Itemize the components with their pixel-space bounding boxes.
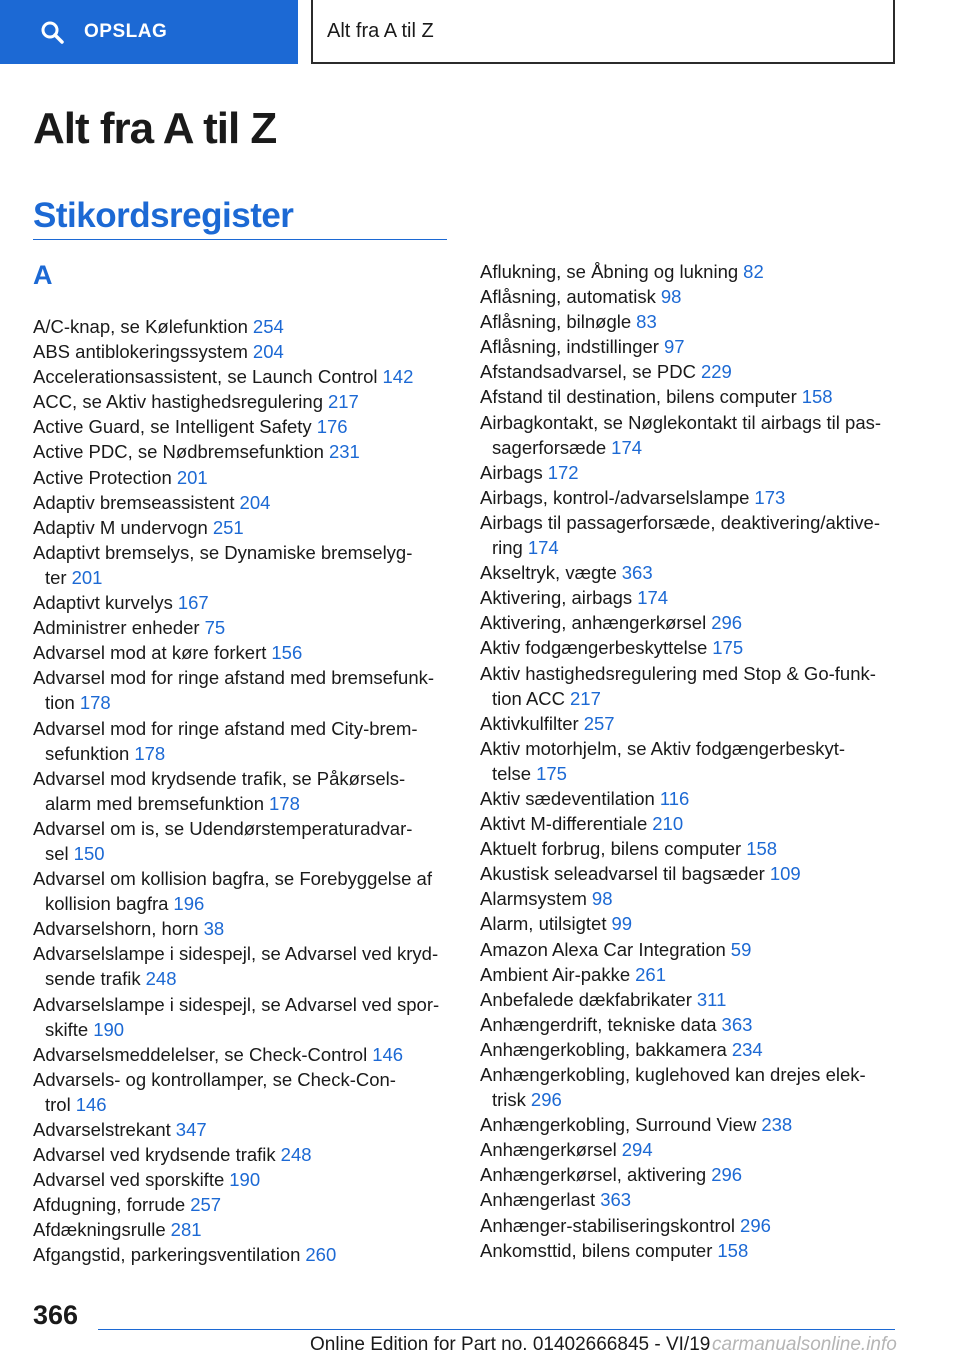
index-page-link[interactable]: 59 [730, 938, 752, 960]
index-entry [480, 911, 900, 936]
index-entry [480, 284, 900, 309]
index-entry-text: Ambient Air-pakke [480, 963, 631, 985]
index-entry-text: Adaptivt bremselys, se Dynamiske bremselyg‐ ter [33, 541, 413, 588]
index-entry [33, 1067, 453, 1117]
index-entry-text: Adaptivt kurvelys [33, 592, 173, 614]
index-page-link[interactable]: 363 [600, 1189, 632, 1211]
index-page-link[interactable]: 178 [134, 742, 166, 764]
index-page-link[interactable]: 229 [700, 361, 732, 383]
index-entry-text: Anhængerkobling, kuglehoved kan drejes elek‐ trisk [480, 1064, 866, 1111]
index-entry-text: Airbagkontakt, se Nøglekontakt til airbags til pas‐ sagerforsæde [480, 411, 882, 458]
index-page-link[interactable]: 294 [621, 1139, 653, 1161]
index-page-link[interactable]: 190 [93, 1018, 125, 1040]
index-column-left [33, 314, 453, 1268]
index-entry [480, 610, 900, 635]
index-entry [480, 309, 900, 334]
index-entry [480, 987, 900, 1012]
index-entry-text: Anhængerkobling, Surround View [480, 1114, 757, 1136]
index-entry-text: Afgangstid, parkeringsventilation [33, 1244, 301, 1266]
index-page-link[interactable]: 217 [570, 687, 601, 709]
index-entry-text: Aktivkulfilter [480, 712, 579, 734]
index-entry-text: Advarsel ved krydsende trafik [33, 1144, 276, 1166]
index-entry [33, 866, 453, 916]
index-entry [480, 1238, 900, 1263]
index-entry [480, 1213, 900, 1238]
index-page-link[interactable]: 217 [327, 391, 359, 413]
index-entry-text: Advarsel ved sporskifte [33, 1169, 225, 1191]
page-number: 366 [33, 1300, 79, 1330]
index-page-link[interactable]: 174 [611, 436, 643, 458]
index-entry-text: Advarsel mod for ringe afstand med City-brem‐ sefunktion [33, 717, 418, 764]
index-entry [33, 992, 453, 1042]
index-page-link[interactable]: 296 [740, 1214, 771, 1236]
index-entry [33, 766, 453, 816]
watermark: carmanualsonline.info [712, 1334, 897, 1355]
index-page-link[interactable]: 158 [746, 838, 778, 860]
index-entry-text: Active Protection [33, 466, 172, 488]
index-entry [33, 1117, 453, 1142]
index-entry [480, 811, 900, 836]
index-page-link[interactable]: 142 [382, 366, 414, 388]
index-page-link[interactable]: 347 [175, 1119, 207, 1140]
index-entry [480, 560, 900, 585]
index-page-link[interactable]: 311 [696, 988, 727, 1010]
index-entry [480, 460, 900, 485]
index-entry [480, 1162, 900, 1187]
index-page-link[interactable]: 82 [743, 261, 764, 282]
index-page-link[interactable]: 257 [190, 1194, 222, 1216]
index-entry [480, 585, 900, 610]
index-page-link[interactable]: 296 [711, 1164, 743, 1186]
index-entry-text: Amazon Alexa Car Integration [480, 938, 726, 960]
index-entry [33, 916, 453, 941]
index-page-link[interactable]: 190 [229, 1169, 261, 1191]
index-page-link[interactable]: 146 [75, 1093, 107, 1115]
index-entry-text: Afstandsadvarsel, se PDC [480, 361, 696, 383]
index-page-link[interactable]: 176 [316, 416, 348, 438]
index-entry-text: Aflåsning, indstillinger [480, 336, 659, 358]
index-entry [33, 1042, 453, 1067]
index-entry [33, 490, 453, 515]
index-entry [33, 716, 453, 766]
index-entry [480, 384, 900, 409]
index-page-link[interactable]: 296 [711, 612, 743, 634]
index-entry-text: Aktivering, airbags [480, 587, 633, 609]
index-entry-text: Advarsel om kollision bagfra, se Forebyggelse af kollision bagfra [33, 868, 432, 915]
index-page-link[interactable]: 175 [536, 762, 567, 784]
index-entry-text: Aflukning, se Åbning og lukning [480, 261, 739, 282]
index-page-link[interactable]: 174 [637, 587, 669, 609]
index-entry-text: Aflåsning, automatisk [480, 286, 656, 308]
index-entry-text: Anhængerkørsel, aktivering [480, 1164, 707, 1186]
index-page-link[interactable]: 248 [280, 1144, 312, 1166]
index-entry-text: Aktiv fodgængerbeskyttelse [480, 637, 708, 659]
index-entry [480, 635, 900, 660]
index-entry-text: Advarselslampe i sidespejl, se Advarsel ved kryd‐ sende trafik [33, 943, 439, 990]
index-entry [480, 1112, 900, 1137]
index-entry-text: Active Guard, se Intelligent Safety [33, 416, 312, 438]
index-page-link[interactable]: 178 [79, 692, 111, 714]
index-entry [480, 661, 900, 711]
index-page-link[interactable]: 234 [731, 1038, 763, 1060]
index-entry-text: Aktivt M-differentiale [480, 813, 648, 835]
index-entry [480, 786, 900, 811]
index-entry-text: Anhængerdrift, tekniske data [480, 1013, 717, 1035]
index-page-link[interactable]: 248 [145, 968, 177, 990]
index-page-link[interactable]: 257 [583, 712, 615, 734]
index-page-link[interactable]: 363 [721, 1013, 753, 1035]
index-entry [480, 962, 900, 987]
index-entry [480, 1137, 900, 1162]
index-entry-text: Advarselshorn, horn [33, 918, 199, 940]
index-entry [480, 1012, 900, 1037]
index-page-link[interactable]: 98 [660, 286, 682, 308]
page-title: Alt fra A til Z [33, 104, 277, 153]
index-entry-text: Airbags, kontrol-/advarselslampe [480, 486, 750, 508]
index-entry-text: Airbags til passagerforsæde, deaktivering/aktive‐ ring [480, 511, 880, 559]
index-entry-text: Administrer enheder [33, 617, 200, 639]
index-entry [33, 414, 453, 439]
index-entry [480, 259, 900, 284]
index-entry-text: Adaptiv bremseassistent [33, 491, 235, 513]
index-page-link[interactable]: 158 [801, 386, 833, 408]
index-page-link[interactable]: 109 [769, 863, 801, 885]
index-entry [33, 314, 453, 339]
index-entry-text: Afdækningsrulle [33, 1219, 166, 1241]
index-entry [480, 485, 900, 510]
index-page-link[interactable]: 173 [754, 486, 786, 508]
index-page-link[interactable]: 99 [611, 913, 633, 935]
footer-edition-text: Online Edition for Part no. 01402666845 - VI/19 [310, 1334, 711, 1355]
index-entry [33, 540, 453, 590]
index-page-link[interactable]: 174 [527, 537, 559, 559]
index-entry-text: Aktiv motorhjelm, se Aktiv fodgængerbeskyt‐ telse [480, 737, 846, 784]
index-page-link[interactable]: 175 [712, 637, 744, 659]
index-entry-text: Anhængerlast [480, 1189, 596, 1211]
index-page-link[interactable]: 296 [530, 1089, 562, 1111]
index-entry [33, 465, 453, 490]
index-entry [480, 937, 900, 962]
index-entry-text: Akustisk seleadvarsel til bagsæder [480, 863, 765, 885]
index-entry [33, 640, 453, 665]
index-entry-text: Aktiv hastighedsregulering med Stop & Go-funk‐ tion ACC [480, 662, 876, 709]
index-page-link[interactable]: 204 [252, 341, 284, 363]
index-entry-text: A/C-knap, se Kølefunktion [33, 316, 248, 337]
search-tab-label: OPSLAG [84, 21, 168, 42]
index-entry-text: Anhænger-stabiliseringskontrol [480, 1214, 736, 1236]
index-page-link[interactable]: 172 [547, 461, 579, 483]
index-entry-text: Advarsel mod krydsende trafik, se Påkørsels‐ alarm med bremsefunktion [33, 767, 406, 814]
index-entry [33, 439, 453, 464]
index-entry [33, 1142, 453, 1167]
index-entry [480, 886, 900, 911]
index-entry [33, 665, 453, 715]
index-entry-text: Adaptiv M undervogn [33, 516, 208, 538]
index-entry-text: Anbefalede dækfabrikater [480, 988, 692, 1010]
index-entry [480, 1037, 900, 1062]
index-entry-text: Alarmsystem [480, 888, 587, 910]
index-entry-text: Afdugning, forrude [33, 1194, 186, 1216]
index-entry [33, 515, 453, 540]
index-entry [33, 389, 453, 414]
index-entry-text: Advarsels- og kontrollamper, se Check-Con‐ trol [33, 1068, 396, 1115]
section-title: Stikordsregister [33, 196, 294, 235]
index-page-link[interactable]: 158 [717, 1239, 749, 1261]
index-entry-text: Aktiv sædeventilation [480, 787, 655, 809]
index-entry [480, 359, 900, 384]
index-page-link[interactable]: 260 [305, 1244, 337, 1266]
index-entry-text: Anhængerkobling, bakkamera [480, 1038, 727, 1060]
index-entry [480, 410, 900, 460]
index-entry-text: Aktivering, anhængerkørsel [480, 612, 707, 634]
index-entry [33, 1242, 453, 1267]
index-entry-text: Akseltryk, vægte [480, 562, 617, 584]
index-entry [480, 836, 900, 861]
search-icon [40, 20, 64, 44]
index-letter-heading: A [33, 260, 53, 290]
index-page-link[interactable]: 201 [71, 566, 103, 588]
index-entry-text: Ankomsttid, bilens computer [480, 1239, 713, 1261]
index-entry [480, 711, 900, 736]
index-entry [480, 1062, 900, 1112]
index-entry [480, 1187, 900, 1212]
index-page-link[interactable]: 210 [652, 813, 684, 835]
index-page-link[interactable]: 150 [73, 842, 105, 864]
index-entry [33, 816, 453, 866]
index-entry [480, 736, 900, 786]
index-page-link[interactable]: 156 [271, 642, 303, 664]
section-divider [33, 239, 447, 240]
index-entry [33, 339, 453, 364]
footer-divider [98, 1329, 895, 1330]
index-page-link[interactable]: 167 [177, 592, 209, 614]
index-page-link[interactable]: 196 [173, 893, 205, 915]
index-page-link[interactable]: 254 [252, 316, 284, 337]
index-entry [480, 334, 900, 359]
index-page-link[interactable]: 231 [328, 441, 360, 463]
index-entry-text: Accelerationsassistent, se Launch Control [33, 366, 378, 388]
index-entry-text: Aktuelt forbrug, bilens computer [480, 838, 742, 860]
index-page-link[interactable]: 363 [621, 562, 653, 584]
index-page-link[interactable]: 178 [269, 792, 300, 814]
chapter-tab-label: Alt fra A til Z [327, 19, 434, 42]
index-page-link[interactable]: 261 [635, 963, 666, 985]
index-entry-text: Advarselstrekant [33, 1119, 171, 1140]
chapter-tab[interactable] [311, 0, 895, 64]
index-entry-text: Active PDC, se Nødbremsefunktion [33, 441, 324, 463]
index-column-right [480, 259, 900, 1263]
index-entry-text: Afstand til destination, bilens computer [480, 386, 797, 408]
index-page-link[interactable]: 281 [170, 1219, 202, 1241]
index-page-link[interactable]: 38 [203, 918, 225, 940]
index-page-link[interactable]: 116 [659, 787, 690, 809]
index-entry [33, 615, 453, 640]
index-entry [480, 510, 900, 560]
index-entry [33, 590, 453, 615]
index-page-link[interactable]: 146 [372, 1043, 404, 1065]
index-entry [480, 861, 900, 886]
index-entry-text: Airbags [480, 461, 543, 483]
index-entry-text: Alarm, utilsigtet [480, 913, 607, 935]
index-page-link[interactable]: 251 [212, 516, 244, 538]
index-page-link[interactable]: 98 [591, 888, 613, 910]
index-entry-text: Advarsel mod at køre forkert [33, 642, 267, 664]
index-page-link[interactable]: 238 [761, 1114, 793, 1136]
index-entry-text: Advarsel om is, se Udendørstemperaturadvar‐ sel [33, 817, 413, 864]
index-page-link[interactable]: 83 [636, 311, 657, 333]
index-entry-text: Aflåsning, bilnøgle [480, 311, 632, 333]
index-entry-text: Advarsel mod for ringe afstand med bremsefunk‐ tion [33, 667, 435, 714]
index-entry [33, 1192, 453, 1217]
index-page-link[interactable]: 97 [663, 336, 685, 358]
index-entry [33, 941, 453, 991]
index-entry-text: ABS antiblokeringssystem [33, 341, 248, 363]
index-page-link[interactable]: 201 [176, 466, 208, 488]
index-entry-text: Advarselslampe i sidespejl, se Advarsel ved spor‐ skifte [33, 993, 440, 1040]
index-entry-text: ACC, se Aktiv hastighedsregulering [33, 391, 323, 413]
index-page-link[interactable]: 204 [239, 491, 271, 513]
index-entry-text: Advarselsmeddelelser, se Check-Control [33, 1043, 368, 1065]
index-entry-text: Anhængerkørsel [480, 1139, 617, 1161]
index-entry [33, 364, 453, 389]
search-tab[interactable] [0, 0, 298, 64]
index-entry [33, 1167, 453, 1192]
index-page-link[interactable]: 75 [204, 617, 226, 639]
index-entry [33, 1217, 453, 1242]
